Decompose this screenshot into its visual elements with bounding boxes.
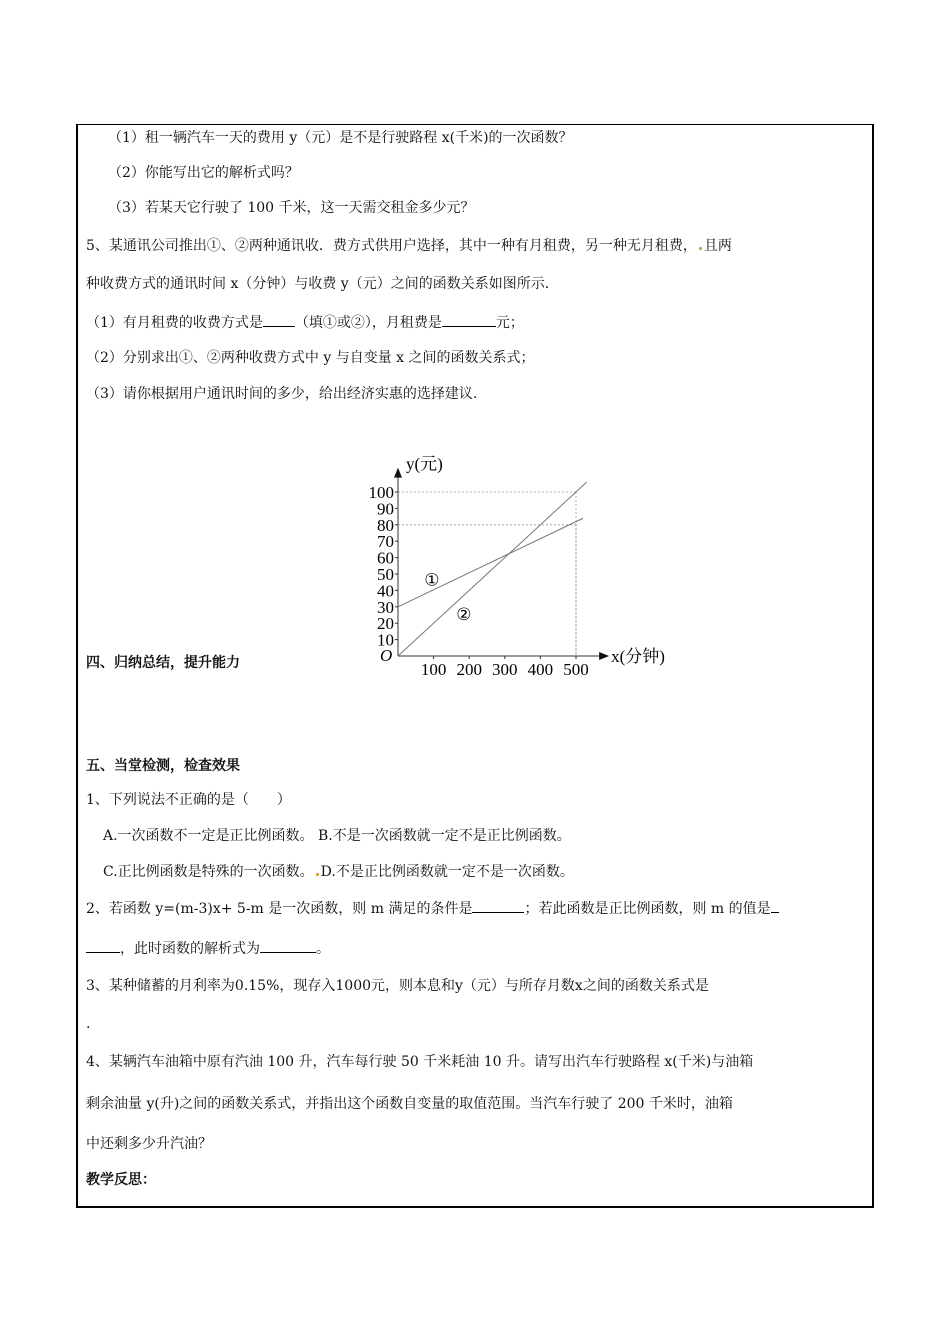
q5-part1-text-a: （1）有月租费的收费方式是 [86, 315, 263, 331]
q5-part1 [86, 312, 524, 333]
x-tick-label: 400 [527, 660, 554, 679]
series-line-2 [398, 482, 587, 656]
option-c: C.正比例函数是特殊的一次函数。 [103, 864, 314, 880]
test-q3-line2: . [86, 1016, 91, 1032]
section-heading-check: 五、当堂检测，检查效果 [86, 758, 240, 774]
x-tick-label: 300 [492, 660, 518, 679]
test-q1-options-cd [103, 862, 574, 882]
test-q2-text-d: 。 [316, 941, 330, 957]
test-q2-line2 [86, 938, 330, 959]
test-q2-text-a: 2、若函数 y=(m-3)x+ 5-m 是一次函数，则 m 满足的条件是 [86, 901, 473, 917]
test-q2-text-c: ，此时函数的解析式为 [120, 941, 260, 957]
test-q3-line1: 3、某种储蓄的月利率为0.15%，现存入1000元，则本息和y（元）与所存月数x之间的函数关系式是 [86, 978, 709, 994]
option-a: A.一次函数不一定是正比例函数。 [103, 828, 314, 844]
teaching-reflection: 教学反思： [86, 1172, 156, 1188]
q5-line1 [86, 236, 732, 256]
y-tick-label: 30 [377, 597, 394, 617]
y-tick-label: 80 [377, 515, 394, 535]
answer-blank[interactable] [472, 898, 524, 913]
y-tick-label: 90 [377, 499, 394, 519]
y-tick-label: 20 [377, 614, 394, 634]
q5-line2: 种收费方式的通讯时间 x（分钟）与收费 y（元）之间的函数关系如图所示． [86, 276, 559, 292]
y-tick-label: 100 [368, 483, 394, 502]
answer-blank[interactable] [442, 312, 496, 327]
test-q2-text-b: ；若此函数是正比例函数，则 m 的值是 [524, 901, 771, 917]
option-d: D.不是正比例函数就一定不是一次函数。 [320, 864, 574, 880]
answer-blank[interactable] [260, 938, 316, 953]
section-heading-summary: 四、归纳总结，提升能力 [86, 655, 240, 671]
answer-blank[interactable] [86, 938, 120, 953]
test-q1-options-ab [103, 826, 571, 846]
test-q2-line1 [86, 898, 779, 919]
x-axis-arrow [599, 652, 609, 660]
test-q4-line3: 中还剩多少升汽油？ [86, 1136, 212, 1152]
y-tick-label: 10 [377, 630, 394, 650]
series-label-1: ① [424, 570, 440, 590]
x-axis-label: x(分钟) [611, 647, 665, 666]
series-label-2: ② [456, 604, 472, 624]
q5-part1-text-b: （填①或②），月租费是 [294, 315, 442, 331]
y-tick-label: 40 [377, 581, 394, 601]
q5-part2: （2）分别求出①、②两种收费方式中 y 与自变量 x 之间的函数关系式； [86, 350, 535, 366]
q4-part1: （1）租一辆汽车一天的费用 y（元）是不是行驶路程 x(千米)的一次函数？ [108, 130, 573, 146]
x-tick-label: 500 [563, 660, 589, 679]
q4-part2: （2）你能写出它的解析式吗？ [108, 165, 299, 181]
origin-label: O [380, 646, 393, 665]
x-tick-label: 100 [420, 660, 447, 679]
function-graph [340, 420, 680, 690]
test-q4-line1: 4、某辆汽车油箱中原有汽油 100 升，汽车每行驶 50 千米耗油 10 升。请写出汽车行驶路程 x(千米)与油箱 [86, 1054, 754, 1070]
test-q4-line2: 剩余油量 y(升)之间的函数关系式，并指出这个函数自变量的取值范围。当汽车行驶了 200 千米时，油箱 [86, 1096, 733, 1112]
answer-blank[interactable] [771, 898, 779, 913]
mark-dot [316, 873, 319, 876]
y-tick-label: 50 [377, 565, 394, 584]
y-tick-label: 70 [377, 532, 394, 552]
q5-part3: （3）请你根据用户通讯时间的多少，给出经济实惠的选择建议. [86, 386, 478, 402]
y-axis-arrow [394, 468, 402, 478]
x-tick-label: 200 [456, 660, 482, 679]
q5-part1-text-c: 元； [495, 315, 524, 331]
mark-dot [699, 247, 702, 250]
option-b: B.不是一次函数就一定不是正比例函数。 [318, 828, 571, 844]
q4-part3: （3）若某天它行驶了 100 千米，这一天需交租金多少元？ [108, 200, 475, 216]
answer-blank[interactable] [263, 312, 295, 327]
q5-line1-end: 且两 [703, 238, 732, 254]
test-q1-stem: 1、下列说法不正确的是（ ） [86, 792, 291, 808]
series-line-1 [398, 518, 583, 607]
q5-line1-text: 5、某通讯公司推出①、②两种通讯收．费方式供用户选择，其中一种有月租费，另一种无月租费， [86, 238, 697, 254]
y-axis-label: y(元) [406, 454, 443, 474]
y-tick-label: 60 [377, 548, 394, 568]
